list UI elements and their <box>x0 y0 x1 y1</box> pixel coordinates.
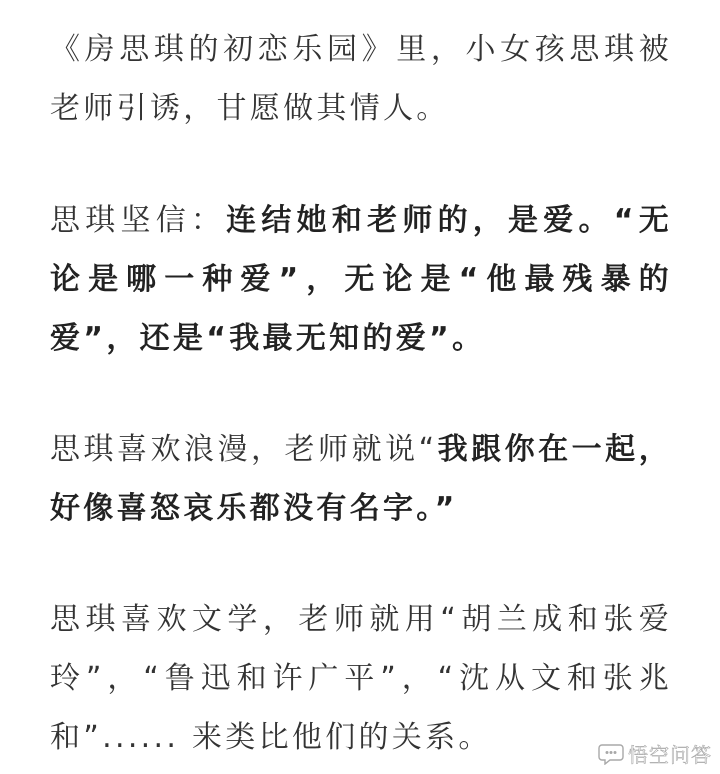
paragraph-3 <box>50 420 672 538</box>
paragraph-1 <box>50 20 672 138</box>
paragraph-1-text: 《房思琪的初恋乐园》里，小女孩思琪被老师引诱，甘愿做其情人。 <box>50 32 672 126</box>
speech-bubble-logo-icon <box>598 741 624 765</box>
paragraph-2-emphasis: 连结她和老师的，是爱。“无论是哪一种爱”，无论是“他最残暴的爱”，还是“我最无知的爱”。 <box>50 203 672 356</box>
paragraph-3-close-quote: ” <box>434 491 458 526</box>
paragraph-4 <box>50 590 672 767</box>
wukong-watermark <box>598 738 712 768</box>
paragraph-2 <box>50 191 672 368</box>
paragraph-3-lead: 思琪喜欢浪漫，老师就说“ <box>50 432 438 467</box>
paragraph-2-lead: 思琪坚信： <box>50 203 227 238</box>
paragraph-3-emphasis: 我跟你在一起，好像喜怒哀乐都没有名字。 <box>50 432 672 526</box>
watermark-text: 悟空问答 <box>628 742 712 767</box>
paragraph-4-text: 思琪喜欢文学，老师就用“胡兰成和张爱玲”，“鲁迅和许广平”，“沈从文和张兆和”...... 来类比他们的关系。 <box>50 602 672 755</box>
